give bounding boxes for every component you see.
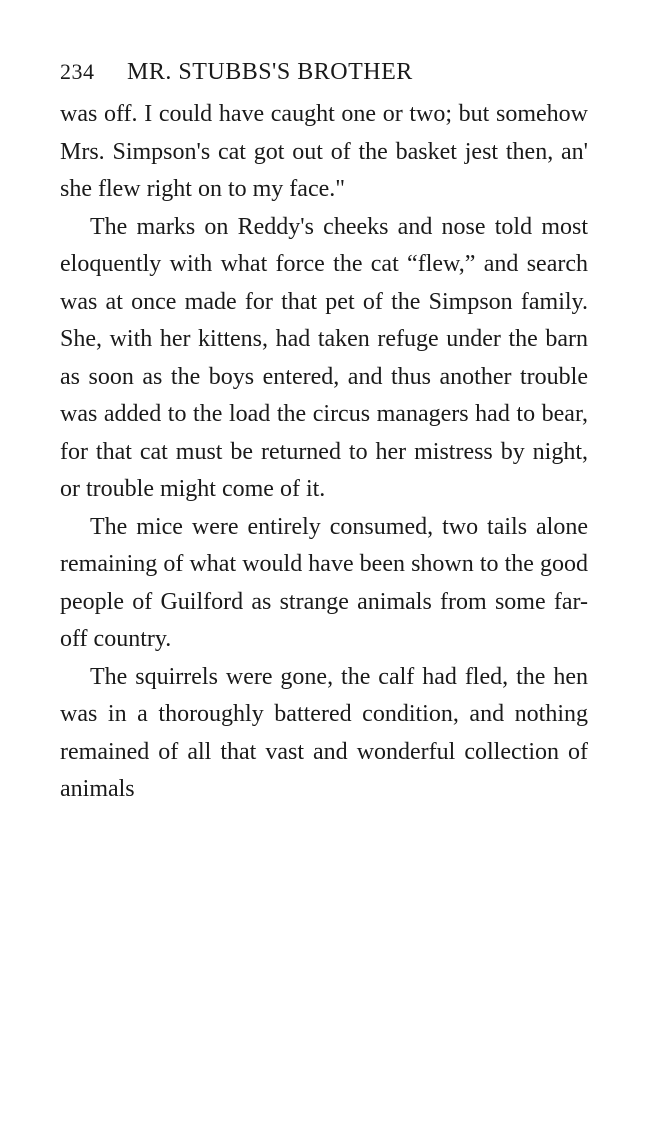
paragraph-3: The mice were entirely consumed, two tails alone remaining of what would have been shown to the good people of Guilford as strange animals from some far-off country. — [60, 513, 588, 652]
body-text — [60, 96, 588, 809]
book-page — [60, 52, 588, 809]
paragraph-4: The squirrels were gone, the calf had fled, the hen was in a thoroughly battered condition, and nothing remained of all that vast and wonderful collection of animals — [60, 663, 588, 802]
running-head — [60, 52, 588, 92]
running-title: MR. STUBBS'S BROTHER — [127, 59, 413, 85]
paragraph-2: The marks on Reddy's cheeks and nose told most eloquently with what force the cat “flew,” and search was at once made for that pet of the Simpson family. She, with her kittens, had taken refuge under the barn as soon as the boys entered, and thus another trouble was added to the load the circus managers had to bear, for that cat must be returned to her mistress by night, or trouble might come of it. — [60, 213, 588, 502]
page-number: 234 — [60, 59, 95, 84]
paragraph-1: was off. I could have caught one or two; but somehow Mrs. Simpson's cat got out of the basket jest then, an' she flew right on to my face." — [60, 101, 588, 202]
